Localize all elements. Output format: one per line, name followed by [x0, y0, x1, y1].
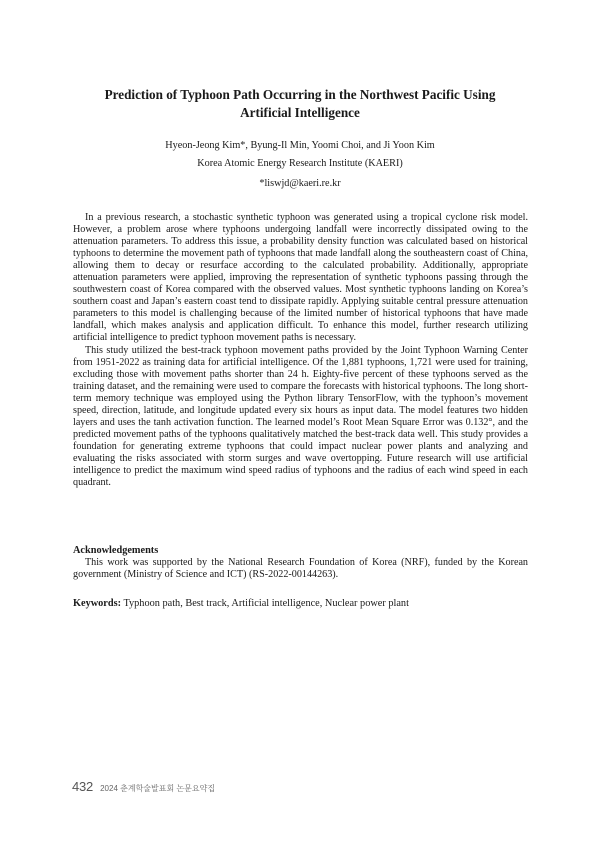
paper-title: [60, 86, 540, 122]
page-number: 432: [72, 779, 94, 794]
paragraph-1: In a previous research, a stochastic synthetic typhoon was generated using a tropical cyclone risk model. However, a problem arose where typhoons undergoing landfall were incorrectly dissipated owing to the attenuation parameters. To address this issue, a probability density function was calculated based on historical typhoons to determine the movement path of typhoons that made landfall along the southeastern coast of China, allowing them to decay or resurface according to the calculated probability. Additionally, appropriate attenuation parameters were applied, improving the representation of synthetic typhoons passing through the southwestern coast of Korea compared with the observed values. Most synthetic typhoons landing on Korea’s southern coast and Japan’s eastern coast tend to dissipate rapidly. Applying suitable central pressure attenuation parameters to this model is challenging because of the limited number of historical typhoons that have made landfall, which makes analysis and application difficult. To enhance this model, further research utilizing artificial intelligence to predict typhoon movement paths is necessary.: [73, 212, 528, 344]
affiliation: Korea Atomic Energy Research Institute (KAERI): [197, 158, 403, 169]
acknowledgements-text: This work was supported by the National Research Foundation of Korea (NRF), funded by the Korean government (Ministry of Science and ICT) (RS-2022-00144263).: [73, 557, 528, 581]
authors: Hyeon-Jeong Kim*, Byung-Il Min, Yoomi Choi, and Ji Yoon Kim: [165, 140, 435, 151]
title-line-2: Artificial Intelligence: [240, 105, 360, 120]
page-footer: [72, 779, 215, 794]
title-line-1: Prediction of Typhoon Path Occurring in the Northwest Pacific Using: [104, 87, 496, 102]
keywords-label: Keywords:: [73, 598, 122, 609]
acknowledgements-heading: Acknowledgements: [73, 545, 159, 556]
email: *liswjd@kaeri.re.kr: [259, 178, 341, 189]
keywords-list: Typhoon path, Best track, Artificial intelligence, Nuclear power plant: [123, 598, 409, 609]
paragraph-2: This study utilized the best-track typhoon movement paths provided by the Joint Typhoon Warning Center from 1951-2022 as training data for artificial intelligence. Of the 1,881 typhoons, 1,721 were used for training, excluding those with movement paths shorter than 24 h. Eighty-five percent of these typhoons served as the training dataset, and the remaining were used to compare the forecasts with historical typhoons. The long short-term memory technique was employed using the Python library TensorFlow, with the typhoon’s movement speed, direction, latitude, and longitude updated every six hours as input data. The model features two hidden layers and uses the tanh activation function. The learned model’s Root Mean Square Error was 0.132°, and the predicted movement paths of the typhoons qualitatively matched the best-track data well. This study provides a foundation for generating extreme typhoons that could impact nuclear power plants and analyzing and evaluating the risks associated with storm surges and wave overtopping. Future research will use artificial intelligence to predict the maximum wind speed radius of typhoons and the radius of each wind speed in each quadrant.: [73, 344, 528, 489]
keywords: [73, 597, 528, 610]
proceedings-title: 2024 춘계학술발표회 논문요약집: [100, 784, 216, 793]
abstract-body: [73, 212, 528, 489]
